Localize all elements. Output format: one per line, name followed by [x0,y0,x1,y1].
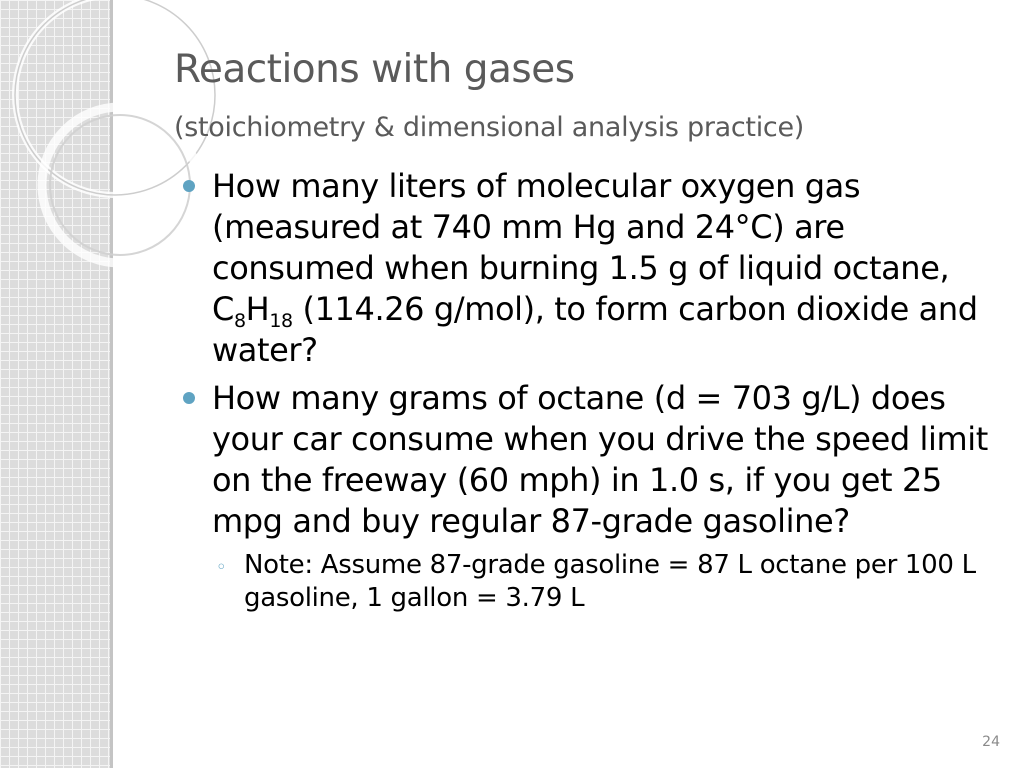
bullet-item [178,166,998,371]
bullet-item [178,378,998,542]
subscript-18: 18 [269,310,293,332]
subscript-8: 8 [233,310,246,332]
bullet-dot-icon [183,180,195,192]
slide-title: Reactions with gases [174,47,575,92]
bullet-text: How many grams of octane (d = 703 g/L) does your car consume when you drive the speed limit on the freeway (60 mph) in 1.0 s, if you get 25 mpg and buy regular 87-grade gasoline? [212,379,988,540]
hollow-circle-bullet-icon: ◦ [216,557,227,578]
slide-content [178,166,998,615]
sub-bullet-item [212,549,998,615]
bullet-text-part: H [245,290,270,328]
bullet-dot-icon [183,392,195,404]
slide-subtitle: (stoichiometry & dimensional analysis practice) [174,112,804,143]
bullet-text [212,166,998,371]
bullet-text-part: (114.26 g/mol), to form carbon dioxide and water? [212,290,978,369]
decorative-circles [0,0,200,300]
slide-number: 24 [982,734,1000,750]
bullet-text-part: How many liters of molecular oxygen gas (measured at 740 mm Hg and 24°C) are consumed when burning 1.5 g of liquid octane, C [212,167,950,328]
sub-bullet-text: Note: Assume 87-grade gasoline = 87 L octane per 100 L gasoline, 1 gallon = 3.79 L [244,550,976,613]
